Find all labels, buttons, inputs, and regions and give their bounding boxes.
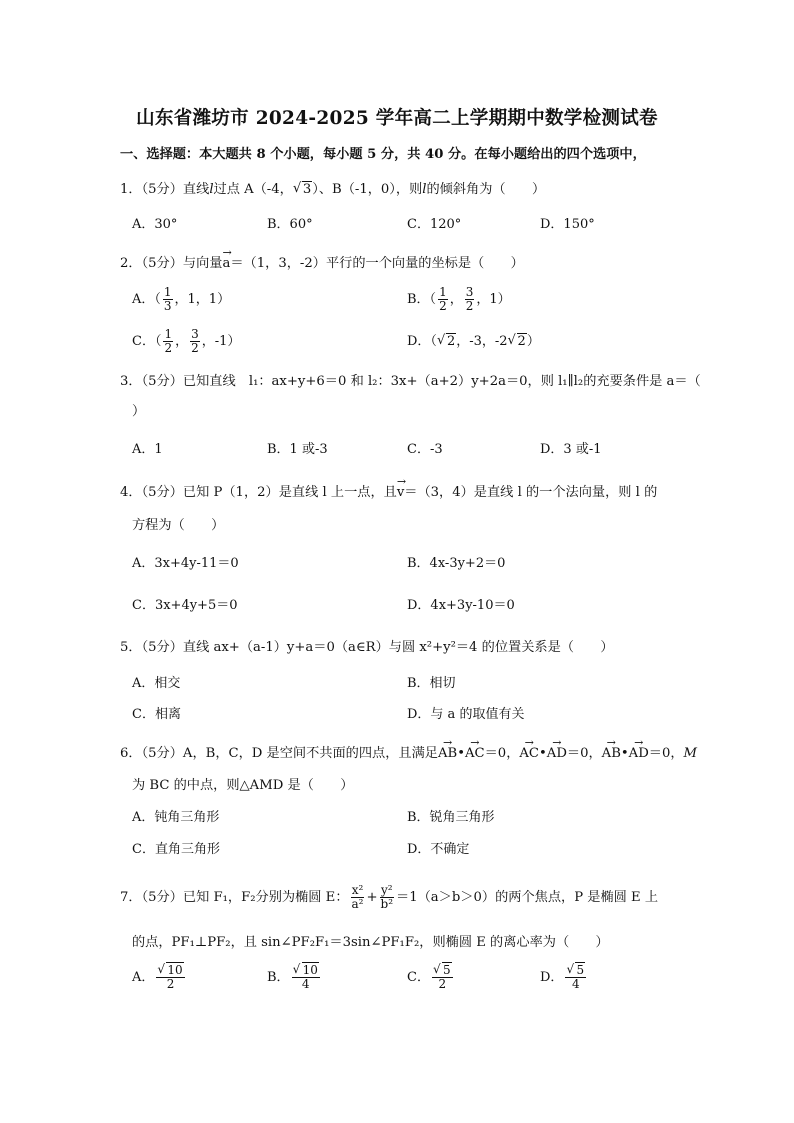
sqrt-symbol: [566, 964, 585, 977]
fraction: [432, 964, 453, 991]
vector-v: v →: [397, 483, 404, 503]
numerator: [292, 964, 320, 978]
denominator: 4: [571, 977, 580, 991]
q6-option-c: C．直角三角形: [132, 842, 220, 857]
vector-ad: AD →: [629, 744, 649, 764]
opt-label: A．: [132, 970, 155, 985]
opt-text: ，1）: [476, 292, 511, 307]
denominator: 2: [438, 977, 447, 991]
numerator: 1: [439, 285, 447, 299]
q3-option-a: A．1: [132, 442, 163, 457]
numerator: x²: [351, 883, 364, 897]
question-7: 7．（5分）已知 F₁，F₂分别为椭圆 E： $\frac{\text{x²}}{\text{a²}}$ + $\frac{\text{y²}}{\text{b²}}$ ＝1（a＞b＞0）的两个焦点，P 是椭圆 E 上: [120, 883, 659, 911]
q1-text: 1．（5分）直线: [120, 182, 210, 197]
fraction: [438, 286, 448, 313]
q1-text: 过点 A（-4，: [213, 182, 293, 197]
radicand: 2: [517, 334, 526, 349]
numerator: 1: [163, 285, 172, 299]
vector-ac: AC →: [519, 744, 539, 764]
denominator: 3: [163, 299, 172, 313]
q5-option-d: D．与 a 的取值有关: [407, 707, 525, 722]
q1-option-b: B．60°: [267, 217, 313, 232]
radicand: 5: [576, 963, 585, 977]
vector-ad: AD →: [547, 744, 567, 764]
denominator: b²: [380, 897, 394, 911]
sqrt-symbol: [508, 332, 527, 352]
q7-option-d: [540, 964, 588, 991]
vector-ab: AB →: [438, 744, 457, 764]
question-7-cont: 的点，PF₁⊥PF₂，且 sin∠PF₂F₁＝3sin∠PF₁F₂，则椭圆 E 的离心率为（ ）: [132, 935, 609, 950]
fraction: [465, 286, 475, 313]
q7-text: ＝1（a＞b＞0）的两个焦点，P 是椭圆 E 上: [396, 890, 659, 905]
radicand: 5: [442, 963, 451, 977]
q1-text: ）、B（-1，0），则: [312, 182, 423, 197]
sqrt-symbol: [293, 180, 312, 200]
opt-label: A．（: [132, 292, 161, 307]
q7-text: 7．（5分）已知 F₁，F₂分别为椭圆 E：: [120, 890, 349, 905]
page-title: 山东省潍坊市 2024-2025 学年高二上学期期中数学检测试卷: [136, 108, 658, 129]
sqrt-symbol: [437, 332, 456, 352]
q7-option-b: [267, 964, 322, 991]
fraction: [190, 328, 200, 355]
numerator: 3: [191, 327, 199, 341]
radicand: 10: [167, 963, 183, 977]
denominator: 4: [301, 977, 310, 991]
numerator: [432, 964, 453, 978]
fraction: [163, 328, 173, 355]
q1-option-d: D．150°: [540, 217, 595, 232]
q3-option-b: B．1 或-3: [267, 442, 328, 457]
numerator: 1: [164, 327, 173, 341]
denominator: 2: [166, 977, 175, 991]
opt-label: D．（: [407, 334, 437, 349]
sqrt-symbol: [433, 964, 452, 977]
q5-option-a: A．相交: [132, 676, 181, 691]
q2-option-a: [132, 286, 230, 313]
sqrt-symbol: [157, 964, 183, 977]
question-5: 5．（5分）直线 ax+（a-1）y+a＝0（a∈R）与圆 x²+y²＝4 的位置关系是（ ）: [120, 640, 614, 655]
q6-option-a: A．钝角三角形: [132, 810, 220, 825]
q4-text: ＝（3，4）是直线 l 的一个法向量，则 l 的: [404, 485, 658, 500]
q4-option-c: C．3x+4y+5＝0: [132, 598, 238, 613]
q4-option-b: B．4x-3y+2＝0: [407, 556, 506, 571]
question-3: 3．（5分）已知直线 l₁：ax+y+6＝0 和 l₂：3x+（a+2）y+2a＝0，则 l₁∥l₂的充要条件是 a＝（: [120, 374, 701, 389]
question-3-cont: ）: [132, 404, 146, 419]
denominator: 2: [439, 299, 447, 313]
numerator: [565, 964, 586, 978]
question-1: [120, 180, 545, 200]
section-heading: 一、选择题：本大题共 8 个小题，每小题 5 分，共 40 分。在每小题给出的四个选项中，: [120, 147, 646, 162]
numerator: 3: [465, 285, 474, 299]
fraction: [380, 884, 395, 911]
fraction: [565, 964, 586, 991]
q6-text: 6．（5分）A，B，C，D 是空间不共面的四点，且满足: [120, 746, 438, 761]
radicand: 3: [302, 182, 312, 197]
numerator: [156, 964, 184, 978]
q4-option-a: A．3x+4y-11＝0: [132, 556, 239, 571]
opt-text: ，-1）: [201, 334, 241, 349]
q6-text: ＝0，: [566, 746, 602, 761]
opt-label: D．: [540, 970, 564, 985]
q2-text: ＝（1，3，-2）平行的一个向量的坐标是（ ）: [230, 256, 524, 271]
question-4-cont: 方程为（ ）: [132, 518, 225, 533]
vector-ab: AB →: [602, 744, 621, 764]
opt-label: B．（: [407, 292, 437, 307]
q6-option-d: D．不确定: [407, 842, 470, 857]
q3-option-c: C．-3: [407, 442, 443, 457]
radicand: 10: [302, 963, 318, 977]
q4-text: 4．（5分）已知 P（1，2）是直线 l 上一点，且: [120, 485, 397, 500]
q7-option-c: [407, 964, 455, 991]
q2-option-c: C．（ $\frac{1}{2}$ ， $\frac{3}{2}$ ，-1）: [132, 327, 241, 355]
question-6-cont: 为 BC 的中点，则△AMD 是（ ）: [132, 778, 354, 793]
opt-text: ）: [526, 334, 540, 349]
q1-option-a: A．30°: [132, 217, 178, 232]
q6-option-b: B．锐角三角形: [407, 810, 495, 825]
sqrt-symbol: [293, 964, 319, 977]
denominator: 2: [465, 299, 474, 313]
fraction: [156, 964, 184, 991]
q6-text: ＝0，: [648, 746, 684, 761]
vector-a: a →: [223, 254, 231, 274]
q5-option-c: C．相离: [132, 707, 181, 722]
opt-text: ，1，1）: [174, 292, 231, 307]
q5-option-b: B．相切: [407, 676, 456, 691]
q1-option-c: C．120°: [407, 217, 462, 232]
question-2: [120, 254, 524, 274]
q2-option-b: B．（ $\frac{1}{2}$ ， $\frac{3}{2}$ ，1）: [407, 285, 511, 313]
question-4: [120, 483, 657, 503]
opt-text: ，-3，-2: [456, 334, 508, 349]
fraction: [351, 884, 365, 911]
q2-text: 2．（5分）与向量: [120, 256, 223, 271]
fraction: [292, 964, 320, 991]
opt-label: C．（: [132, 334, 162, 349]
fraction: [163, 286, 173, 313]
radicand: 2: [446, 334, 456, 349]
opt-label: C．: [407, 970, 430, 985]
q6-text: ＝0，: [484, 746, 520, 761]
q4-option-d: D．4x+3y-10＝0: [407, 598, 515, 613]
numerator: y²: [381, 883, 393, 897]
denominator: a²: [351, 897, 364, 911]
q2-option-d: [407, 332, 540, 352]
vector-ac: AC →: [465, 744, 485, 764]
denominator: 2: [164, 341, 173, 355]
q6-var: M: [683, 746, 698, 761]
q1-var: l: [422, 182, 427, 197]
q1-text: 的倾斜角为（ ）: [426, 182, 546, 197]
q7-option-a: [132, 964, 187, 991]
q1-var: l: [209, 182, 214, 197]
denominator: 2: [191, 341, 199, 355]
question-6: 6．（5分）A，B，C，D 是空间不共面的四点，且满足AB →•AC →＝0，AC →•AD →＝0，AB →•AD →＝0，M: [120, 744, 697, 764]
opt-label: B．: [267, 970, 290, 985]
q3-option-d: D．3 或-1: [540, 442, 602, 457]
